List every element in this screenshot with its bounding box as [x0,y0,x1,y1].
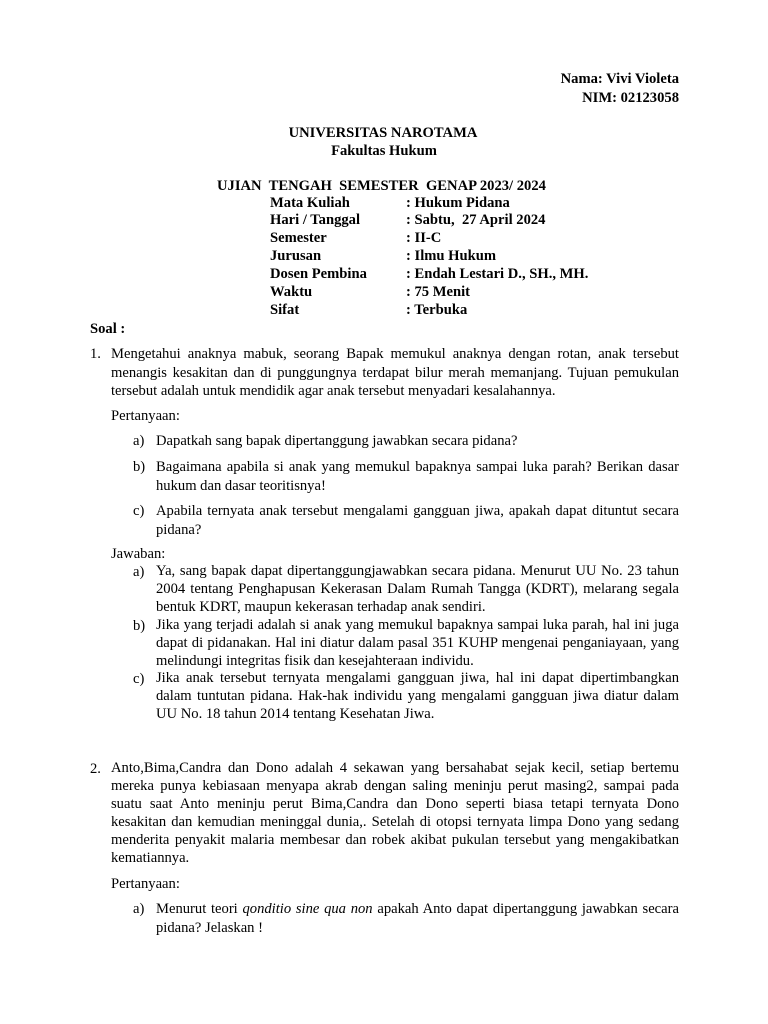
info-label: Semester [270,230,327,247]
answer-1-letter: a) [133,564,145,580]
answer-1-c: Jika anak tersebut ternyata mengalami gangguan jiwa, hal ini dapat dipertimbangkan dalam tuntutan pidana. Hak-hak individu yang mengalami gangguan jiwa diatur dalam UU No. 18 tahun 2014 tentang Kesehatan Jiwa. [156,670,679,722]
answer-1-letter: b) [133,618,146,634]
student-name: Nama: Vivi Violeta [560,71,679,87]
info-row [270,212,588,230]
info-label: Mata Kuliah [270,194,350,211]
info-label: Waktu [270,284,313,301]
info-row [270,284,588,302]
question-1-item-a: Dapatkah sang bapak dipertanggung jawabkan secara pidana? [156,433,518,449]
question-1-item-c: Apabila ternyata anak tersebut mengalami gangguan jiwa, apakah dapat dituntut secara pidana? [156,503,679,538]
answer-1-letter: c) [133,671,145,687]
info-label: Hari / Tanggal [270,212,361,229]
info-value: : Sabtu, 27 April 2024 [406,212,546,229]
exam-info-table [270,195,588,320]
question-1-item-letter: c) [133,503,145,519]
info-row [270,230,588,248]
answer-1-a: Ya, sang bapak dapat dipertanggungjawabkan secara pidana. Menurut UU No. 23 tahun 2004 tentang Penghapusan Kekerasan Dalam Rumah Tangga (KDRT), melarang segala bentuk KDRT, maupun kekerasan terhadap anak sendiri. [156,563,679,615]
question-1-jawaban-label: Jawaban: [111,546,166,562]
faculty-name: Fakultas Hukum [331,143,437,159]
question-2-item-letter: a) [133,901,145,917]
question-1-text: Mengetahui anaknya mabuk, seorang Bapak memukul anaknya dengan rotan, anak tersebut menangis kesakitan dan di punggungnya terdapat bilur merah memanjang. Tujuan pemukulan tersebut adalah untuk mendidik agar anak tersebut menyadari kesalahannya. [111,346,679,400]
info-value: : Ilmu Hukum [406,248,497,265]
question-1-item-letter: b) [133,459,146,475]
question-2-pertanyaan-label: Pertanyaan: [111,876,180,892]
exam-title: UJIAN TENGAH SEMESTER GENAP 2023/ 2024 [217,178,546,194]
info-value: : Hukum Pidana [406,194,510,211]
question-2-item-a-italic: qonditio sine qua non [242,901,373,917]
question-1-pertanyaan-label: Pertanyaan: [111,408,180,424]
info-value: : II-C [406,230,442,247]
answer-1-b: Jika yang terjadi adalah si anak yang memukul bapaknya sampai luka parah, hal ini juga dapat di pidanakan. Hal ini diatur dalam pasal 351 KUHP mengenai penganiayaan, yang melindungi integritas fisik dan kesejahteraan individu. [156,617,679,669]
info-label: Sifat [270,301,300,318]
question-2-number: 2. [90,761,101,777]
info-row [270,266,588,284]
student-nim: NIM: 02123058 [582,89,679,106]
info-row [270,195,588,213]
question-1-item-letter: a) [133,433,145,449]
info-value: : Endah Lestari D., SH., MH. [406,266,589,283]
question-2-item-a-before: Menurut teori [156,901,243,917]
info-label: Dosen Pembina [270,266,367,283]
info-value: : 75 Menit [406,284,471,301]
question-2-item-a-after: apakah Anto dapat dipertanggung jawabkan secara pidana? Jelaskan ! [156,901,683,936]
university-name: UNIVERSITAS NAROTAMA [288,125,478,141]
info-row [270,248,588,266]
info-label: Jurusan [270,248,322,265]
info-row [270,302,588,320]
question-2-item-a [156,900,683,937]
soal-label: Soal : [90,321,126,337]
question-1-number: 1. [90,346,101,362]
question-1-item-b: Bagaimana apabila si anak yang memukul bapaknya sampai luka parah? Berikan dasar hukum dan dasar teoritisnya! [156,459,679,494]
info-value: : Terbuka [406,301,468,318]
question-2-text: Anto,Bima,Candra dan Dono adalah 4 sekawan yang bersahabat sejak kecil, setiap bertemu mereka punya kebiasaan menyapa akrab dengan saling meninju perut masing2, sampai pada suatu saat Anto meninju perut Bima,Candra dan Dono seperti biasa tetapi ternyata Dono kesakitan dan kemudian meninggal dunia,. Setelah di otopsi ternyata limpa Dono yang sedang menderita penyakit malaria membesar dan robek akibat pukulan tersebut yang mengakibatkan kematiannya. [111,760,679,866]
